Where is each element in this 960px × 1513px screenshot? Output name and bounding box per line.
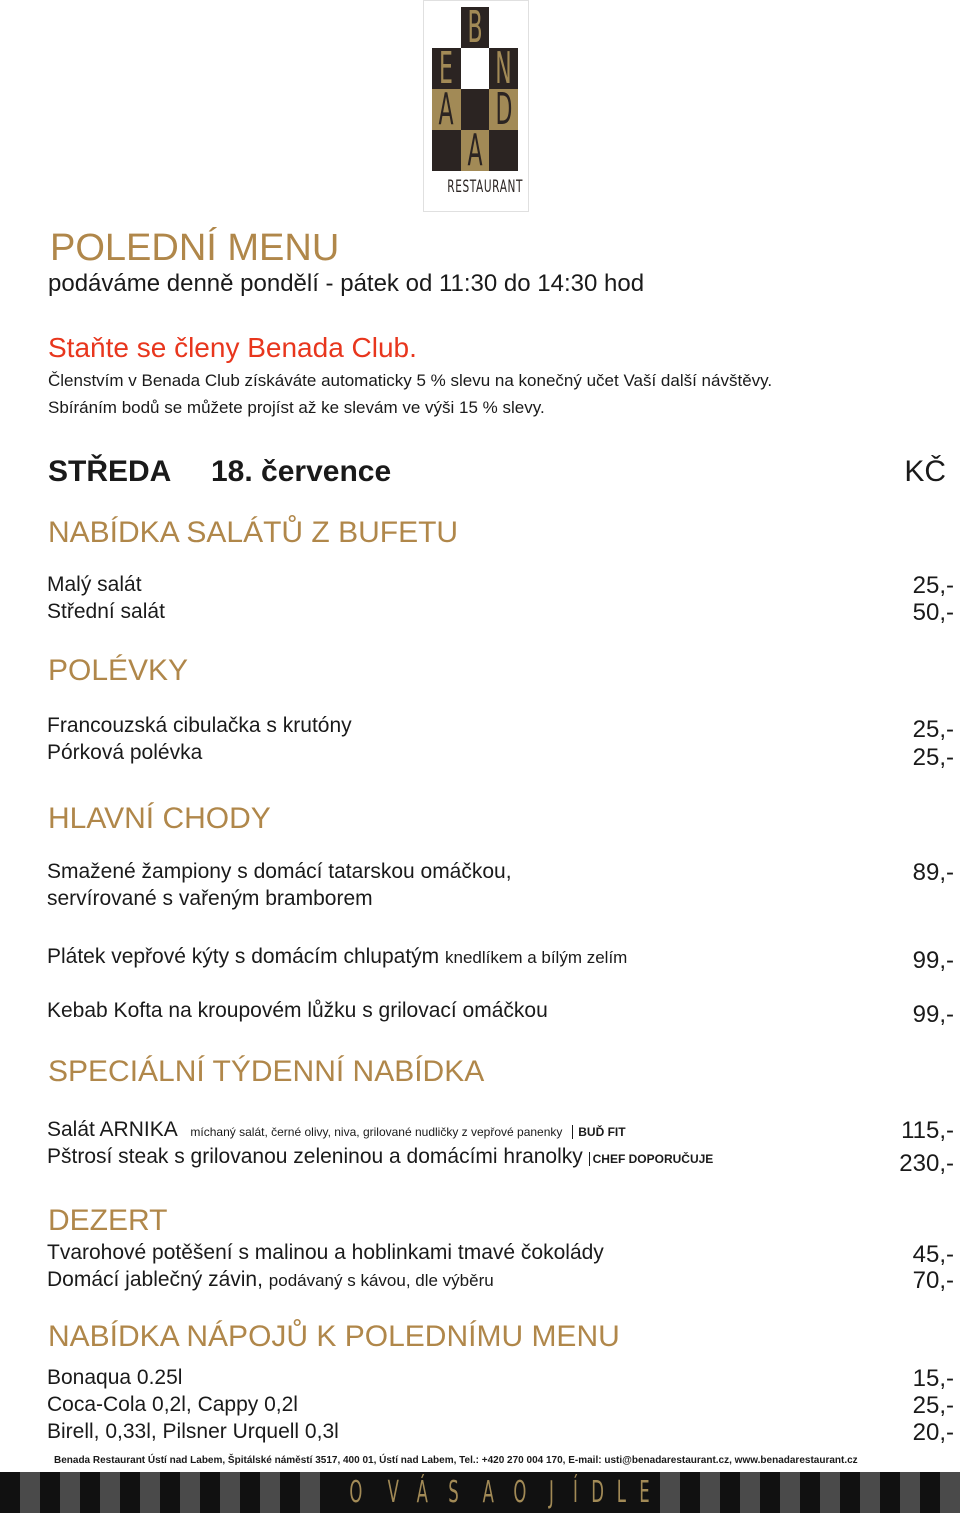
menu-item-continued: servírované s vařeným bramborem	[47, 887, 373, 910]
menu-item: Coca-Cola 0,2l, Cappy 0,2l	[47, 1393, 298, 1416]
menu-date: 18. července	[211, 455, 392, 488]
section-title-soups: POLÉVKY	[48, 654, 189, 687]
menu-item-price: 70,-	[912, 1267, 954, 1294]
weekday: STŘEDA	[48, 455, 172, 488]
band-letter: J	[548, 1475, 554, 1510]
logo-cell-blank	[489, 7, 518, 48]
menu-item-price: 25,-	[912, 744, 954, 771]
page-title: POLEDNÍ MENU	[50, 227, 340, 269]
logo-cell: E	[432, 48, 461, 89]
menu-item-price: 50,-	[912, 599, 954, 626]
section-title-special: SPECIÁLNÍ TÝDENNÍ NABÍDKA	[48, 1055, 485, 1088]
section-title-drinks: NABÍDKA NÁPOJŮ K POLEDNÍMU MENU	[48, 1320, 620, 1353]
menu-item	[47, 1118, 626, 1142]
menu-item-name: Pštrosí steak s grilovanou zeleninou a domácími hranolky	[47, 1145, 583, 1168]
logo-cell: A	[432, 89, 461, 130]
section-title-mains: HLAVNÍ CHODY	[48, 802, 271, 835]
menu-item	[47, 1145, 713, 1169]
logo-grid	[432, 7, 518, 171]
menu-item-price: 45,-	[912, 1241, 954, 1268]
badge-chef-recommends: CHEF DOPORUČUJE	[589, 1152, 714, 1166]
footer-contact: Benada Restaurant Ústí nad Labem, Špitálské náměstí 3517, 400 01, Ústí nad Labem, Tel.: +420 270 004 170, E-mail: usti@benadarestaurant.cz, www.benadarestaurant.cz	[54, 1455, 858, 1466]
opening-hours: podáváme denně pondělí - pátek od 11:30 do 14:30 hod	[48, 270, 645, 297]
menu-item-price: 99,-	[912, 1001, 954, 1028]
menu-item: Pórková polévka	[47, 741, 203, 764]
logo-cell-blank	[432, 7, 461, 48]
section-title-salads: NABÍDKA SALÁTŮ Z BUFETU	[48, 516, 459, 549]
menu-item: Bonaqua 0.25l	[47, 1366, 183, 1389]
menu-item-name: Domácí jablečný závin,	[47, 1268, 263, 1291]
menu-item: Francouzská cibulačka s krutóny	[47, 714, 352, 737]
badge-buď-fit: BUĎ FIT	[572, 1125, 625, 1139]
band-letter: A	[482, 1475, 494, 1510]
menu-item: Kebab Kofta na kroupovém lůžku s grilovací omáčkou	[47, 999, 548, 1022]
menu-item-price: 20,-	[912, 1419, 954, 1446]
footer-band	[0, 1472, 960, 1513]
menu-item: Smažené žampiony s domácí tatarskou omáčkou,	[47, 860, 512, 883]
band-letter: L	[616, 1475, 626, 1510]
restaurant-logo	[423, 0, 529, 212]
logo-cell: D	[489, 89, 518, 130]
band-letter: Í	[572, 1475, 578, 1510]
logo-subtitle: RESTAURANT	[447, 177, 524, 197]
menu-item-price: 230,-	[899, 1150, 954, 1177]
logo-cell: B	[461, 7, 490, 48]
menu-item-price: 115,-	[901, 1117, 954, 1144]
menu-item: Malý salát	[47, 573, 142, 596]
menu-item-detail: podávaný s kávou, dle výběru	[268, 1271, 494, 1290]
menu-item	[47, 1268, 494, 1292]
band-letter: O	[349, 1475, 363, 1510]
menu-item: Tvarohové potěšení s malinou a hoblinkami tmavé čokolády	[47, 1241, 604, 1264]
band-letter: O	[513, 1475, 527, 1510]
logo-cell-blank	[489, 130, 518, 171]
logo-cell: N	[489, 48, 518, 89]
menu-item-price: 25,-	[912, 572, 954, 599]
menu-item-price: 25,-	[912, 1392, 954, 1419]
menu-item-price: 89,-	[912, 859, 954, 886]
band-letter: Á	[416, 1475, 428, 1510]
club-headline: Staňte se členy Benada Club.	[48, 332, 417, 363]
menu-item	[47, 945, 627, 969]
menu-item-name: Salát ARNIKA	[47, 1118, 177, 1141]
band-letter: E	[638, 1475, 650, 1510]
club-text-line: Sbíráním bodů se můžete projíst až ke slevám ve výši 15 % slevy.	[48, 398, 545, 417]
menu-item-detail: knedlíkem a bílým zelím	[445, 948, 628, 967]
band-letter: D	[591, 1475, 605, 1510]
band-letter: S	[448, 1475, 460, 1510]
currency-label: KČ	[904, 455, 946, 488]
menu-item: Střední salát	[47, 600, 165, 623]
menu-item-price: 25,-	[912, 716, 954, 743]
menu-item-detail: míchaný salát, černé olivy, niva, grilované nudličky z vepřové panenky	[190, 1125, 563, 1139]
band-letter: V	[387, 1475, 399, 1510]
menu-item: Birell, 0,33l, Pilsner Urquell 0,3l	[47, 1420, 339, 1443]
menu-item-price: 15,-	[912, 1365, 954, 1392]
logo-cell-blank	[432, 130, 461, 171]
menu-item-name: Plátek vepřové kýty s domácím chlupatým	[47, 945, 440, 968]
menu-item-price: 99,-	[912, 947, 954, 974]
club-text-line: Členstvím v Benada Club získáváte automaticky 5 % slevu na konečný učet Vaší další návštěvy.	[48, 371, 773, 390]
logo-cell-blank	[461, 89, 490, 130]
logo-cell: A	[461, 130, 490, 171]
logo-cell-blank	[461, 48, 490, 89]
section-title-dessert: DEZERT	[48, 1204, 168, 1237]
